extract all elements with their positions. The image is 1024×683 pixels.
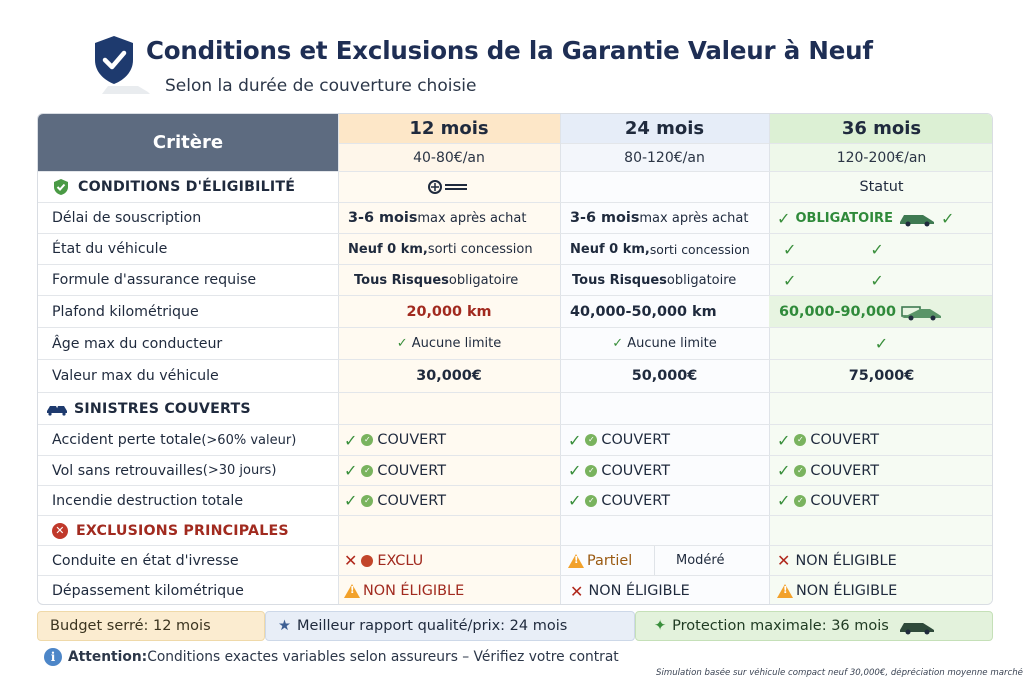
shield-check-icon [52, 178, 70, 196]
link-symbol-icon [338, 172, 560, 202]
cell-value: 3-6 mois [348, 210, 418, 226]
row-label: Plafond kilométrique [52, 303, 199, 320]
cell-value: Aucune limite [627, 336, 717, 351]
cell-value: max après achat [639, 210, 749, 226]
warning-icon [568, 554, 584, 568]
table-row [38, 545, 992, 575]
cell-value: COUVERT [810, 432, 879, 448]
column-header-24: 24 mois [560, 114, 769, 143]
row-label: Âge max du conducteur [52, 335, 223, 352]
page-subtitle: Selon la durée de couverture choisie [165, 76, 477, 96]
row-label: État du véhicule [52, 241, 168, 257]
page-title: Conditions et Exclusions de la Garantie Valeur à Neuf [146, 36, 873, 65]
cell-value: COUVERT [810, 492, 879, 509]
row-label: Incendie destruction totale [52, 492, 244, 509]
row-label: Accident perte totale [52, 432, 202, 448]
cell-value: obligatoire [666, 272, 737, 288]
cell-value: COUVERT [377, 462, 446, 479]
cell-value: NON ÉLIGIBLE [795, 552, 897, 569]
warning-icon [777, 584, 793, 598]
check-icon: ✓ [568, 461, 582, 480]
section-row-eligibility [38, 171, 992, 202]
check-circle-icon: ✓ [794, 434, 806, 446]
row-label: Dépassement kilométrique [52, 583, 244, 599]
row-note: (>60% valeur) [201, 432, 297, 448]
cell-value: obligatoire [448, 272, 519, 288]
section-claims [38, 393, 338, 424]
attention-note [44, 648, 619, 666]
check-circle-icon: ✓ [361, 495, 373, 507]
table-row [38, 455, 992, 485]
cell-value: sorti concession [427, 241, 533, 257]
check-circle-icon: ✓ [794, 495, 806, 507]
cell-value: Aucune limite [411, 336, 502, 351]
cell-value: NON ÉLIGIBLE [796, 583, 898, 599]
table-row [38, 202, 992, 233]
cell-value: OBLIGATOIRE [795, 210, 893, 226]
row-label: Conduite en état d'ivresse [52, 552, 239, 569]
table-row [38, 295, 992, 327]
cell-value: COUVERT [377, 492, 446, 509]
comparison-table [37, 113, 993, 605]
check-icon: ✓ [777, 430, 791, 450]
cell-value: Partiel [587, 552, 633, 569]
warning-icon [344, 584, 360, 598]
check-icon: ✓ [777, 461, 791, 480]
cell-value: 3-6 mois [570, 210, 640, 226]
cell-value: Tous Risques [354, 272, 449, 288]
attention-label: Attention: [68, 649, 148, 665]
table-row [38, 264, 992, 295]
sparkle-icon: ✦ [654, 618, 667, 634]
table-row [38, 359, 992, 392]
attention-text: Conditions exactes variables selon assureurs – Vérifiez votre contrat [147, 649, 619, 665]
check-circle-icon: ✓ [585, 465, 597, 477]
cell-value: 20,000 km [406, 303, 492, 320]
row-label: Délai de souscription [52, 210, 202, 226]
check-icon: ✓ [870, 239, 884, 259]
cell-value: COUVERT [377, 432, 446, 448]
section-row-exclusions [38, 515, 992, 545]
car-icon [900, 303, 944, 321]
cell-value: 40,000-50,000 km [570, 303, 717, 320]
check-icon: ✓ [568, 491, 582, 510]
check-icon: ✓ [344, 461, 358, 480]
check-icon: ✓ [870, 270, 884, 290]
cell-value: Modéré [676, 553, 725, 568]
row-label: Formule d'assurance requise [52, 272, 257, 288]
check-icon: ✓ [783, 270, 797, 290]
cell-value: 30,000€ [416, 368, 482, 384]
row-label: Vol sans retrouvailles [52, 462, 203, 479]
cell-value: COUVERT [810, 462, 879, 479]
status-label: Statut [859, 179, 904, 195]
check-icon: ✓ [344, 491, 358, 510]
car-icon [98, 78, 154, 98]
price-12: 40-80€/an [338, 143, 560, 171]
price-24: 80-120€/an [560, 143, 769, 171]
cell-value: sorti concession [649, 241, 750, 257]
criterion-header: Critère [38, 114, 338, 171]
check-circle-icon: ✓ [361, 434, 373, 446]
x-icon: ✕ [570, 581, 584, 601]
table-row [38, 485, 992, 515]
cell-value: Neuf 0 km, [570, 241, 650, 257]
cell-value: NON ÉLIGIBLE [588, 583, 690, 599]
recommendation-label: Meilleur rapport qualité/prix: 24 mois [297, 618, 568, 634]
check-icon: ✓ [568, 430, 582, 450]
cell-value: EXCLU [377, 552, 424, 569]
check-icon: ✓ [777, 208, 791, 228]
row-note: (>30 jours) [202, 463, 277, 478]
section-label: EXCLUSIONS PRINCIPALES [76, 522, 289, 539]
recommendation-best [265, 611, 635, 641]
price-36: 120-200€/an [769, 143, 993, 171]
recommendation-label: Protection maximale: 36 mois [672, 618, 889, 634]
recommendation-budget [37, 611, 265, 641]
check-icon: ✓ [783, 239, 797, 259]
section-row-claims [38, 392, 992, 424]
x-circle-icon: ✕ [52, 523, 68, 539]
column-header-12: 12 mois [338, 114, 560, 143]
cell-value: 75,000€ [848, 368, 915, 384]
x-icon: ✕ [777, 551, 791, 570]
cell-value: 60,000-90,000 [779, 303, 897, 320]
cell-value: Neuf 0 km, [348, 241, 428, 257]
row-label: Valeur max du véhicule [52, 368, 219, 384]
cell-value: COUVERT [601, 462, 670, 479]
cell-value: 50,000€ [631, 368, 698, 384]
info-icon: i [44, 648, 62, 666]
cell-value: Tous Risques [572, 272, 667, 288]
table-row [38, 233, 992, 264]
divider [654, 546, 655, 575]
recommendation-label: Budget serré: 12 mois [50, 618, 211, 634]
cell-value: COUVERT [601, 492, 670, 509]
x-icon: ✕ [344, 551, 358, 570]
section-eligibility [38, 172, 338, 202]
check-circle-icon: ✓ [361, 465, 373, 477]
table-row [38, 575, 992, 605]
check-icon: ✓ [344, 430, 358, 450]
column-header-36: 36 mois [769, 114, 993, 143]
check-icon: ✓ [940, 208, 955, 228]
check-icon: ✓ [874, 334, 889, 353]
cell-value: COUVERT [601, 432, 670, 448]
check-circle-icon: ✓ [585, 434, 597, 446]
section-exclusions [38, 516, 338, 545]
section-label: CONDITIONS D'ÉLIGIBILITÉ [78, 179, 296, 195]
page-header [92, 34, 992, 104]
check-icon: ✓ [777, 491, 791, 510]
recommendation-max [635, 611, 993, 641]
check-icon: ✓ [396, 336, 408, 351]
car-crash-icon [46, 402, 68, 416]
star-icon: ★ [278, 618, 291, 634]
table-row [38, 424, 992, 455]
car-icon [897, 617, 937, 635]
check-circle-icon: ✓ [794, 465, 806, 477]
check-icon: ✓ [612, 336, 624, 351]
check-circle-icon: ✓ [585, 495, 597, 507]
cell-value: max après achat [417, 210, 527, 226]
table-row [38, 327, 992, 359]
cell-value: NON ÉLIGIBLE [363, 583, 465, 599]
forbidden-icon [361, 555, 373, 567]
section-label: SINISTRES COUVERTS [74, 400, 251, 417]
car-icon [897, 209, 937, 227]
simulation-note: Simulation basée sur véhicule compact neuf 30,000€, dépréciation moyenne marché [656, 668, 1023, 678]
